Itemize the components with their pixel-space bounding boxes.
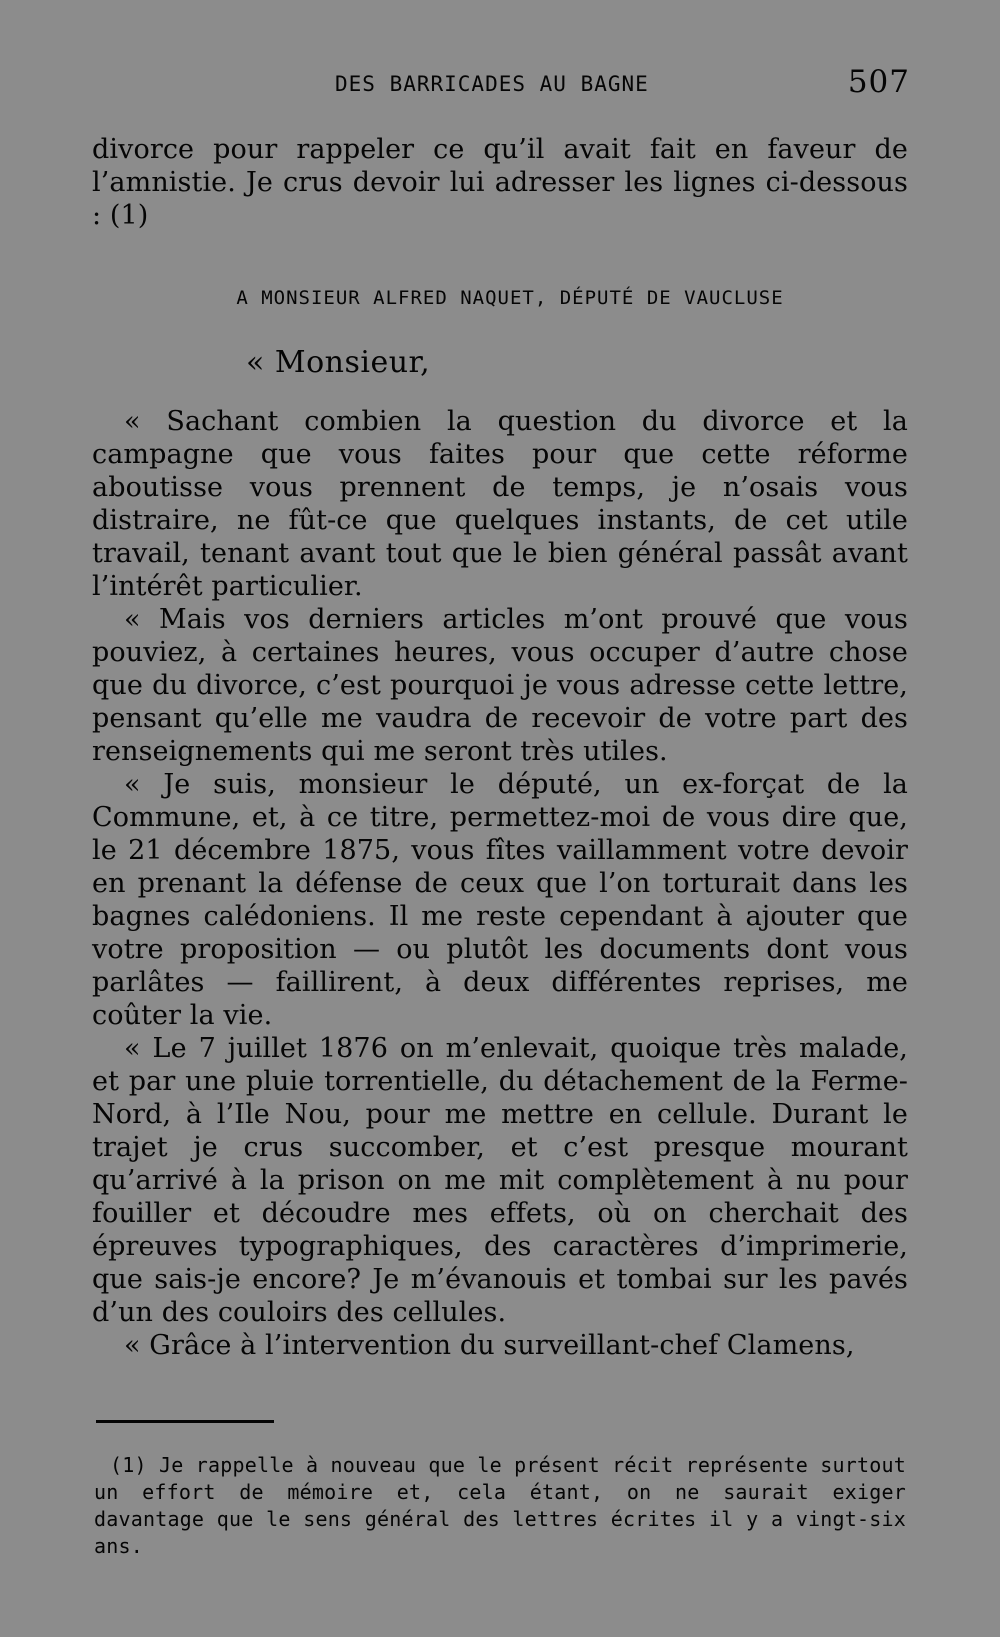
letter-paragraph-2: « Mais vos derniers articles m’ont prouvé que vous pouviez, à certaines heures, vous occuper d’autre chose que du divorce, c’est pourquoi je vous adresse cette lettre, pensant qu’elle me vaudra de recevoir de votre part des renseignements qui me seront très utiles.: [92, 604, 908, 767]
letter-paragraph-3: « Je suis, monsieur le député, un ex-forçat de la Commune, et, à ce titre, permettez-moi de vous dire que, le 21 décembre 1875, vous fîtes vaillamment votre devoir en prenant la défense de ceux que l’on torturait dans les bagnes calédoniens. Il me reste cependant à ajouter que votre proposition — ou plutôt les documents dont vous parlâtes — faillirent, à deux différentes reprises, me coûter la vie.: [92, 769, 908, 1031]
letter-salutation: « Monsieur,: [246, 345, 431, 380]
page-number: 507: [847, 64, 910, 100]
letter-body: [92, 405, 908, 1362]
footnote: [94, 1452, 906, 1560]
letter-paragraph-5: « Grâce à l’intervention du surveillant-chef Clamens,: [124, 1330, 855, 1361]
running-title: DES BARRICADES AU BAGNE: [335, 72, 649, 96]
letter-paragraph-1: « Sachant combien la question du divorce et la campagne que vous faites pour que cette réforme aboutisse vous prennent de temps, je n’osais vous distraire, ne fût-ce que quelques instants, de cet utile travail, tenant avant tout que le bien général passât avant l’intérêt particulier.: [92, 406, 908, 602]
footnote-separator: [96, 1420, 274, 1423]
footnote-text: (1) Je rappelle à nouveau que le présent récit représente surtout un effort de mémoire et, cela étant, on ne saurait exiger davantage que le sens général des lettres écrites il y a vingt-six ans.: [94, 1453, 906, 1558]
letter-address-heading: A MONSIEUR ALFRED NAQUET, DÉPUTÉ DE VAUCLUSE: [236, 287, 784, 309]
intro-paragraph: divorce pour rappeler ce qu’il avait fait en faveur de l’amnistie. Je crus devoir lui adresser les lignes ci-dessous : (1): [92, 134, 908, 231]
letter-paragraph-4: « Le 7 juillet 1876 on m’enlevait, quoique très malade, et par une pluie torrentielle, du détachement de la Ferme-Nord, à l’Ile Nou, pour me mettre en cellule. Durant le trajet je crus succomber, et c’est presque mourant qu’arrivé à la prison on me mit complètement à nu pour fouiller et découdre mes effets, où on cherchait des épreuves typographiques, des caractères d’imprimerie, que sais-je encore? Je m’évanouis et tombai sur les pavés d’un des couloirs des cellules.: [92, 1033, 908, 1328]
running-header: [0, 62, 1000, 102]
